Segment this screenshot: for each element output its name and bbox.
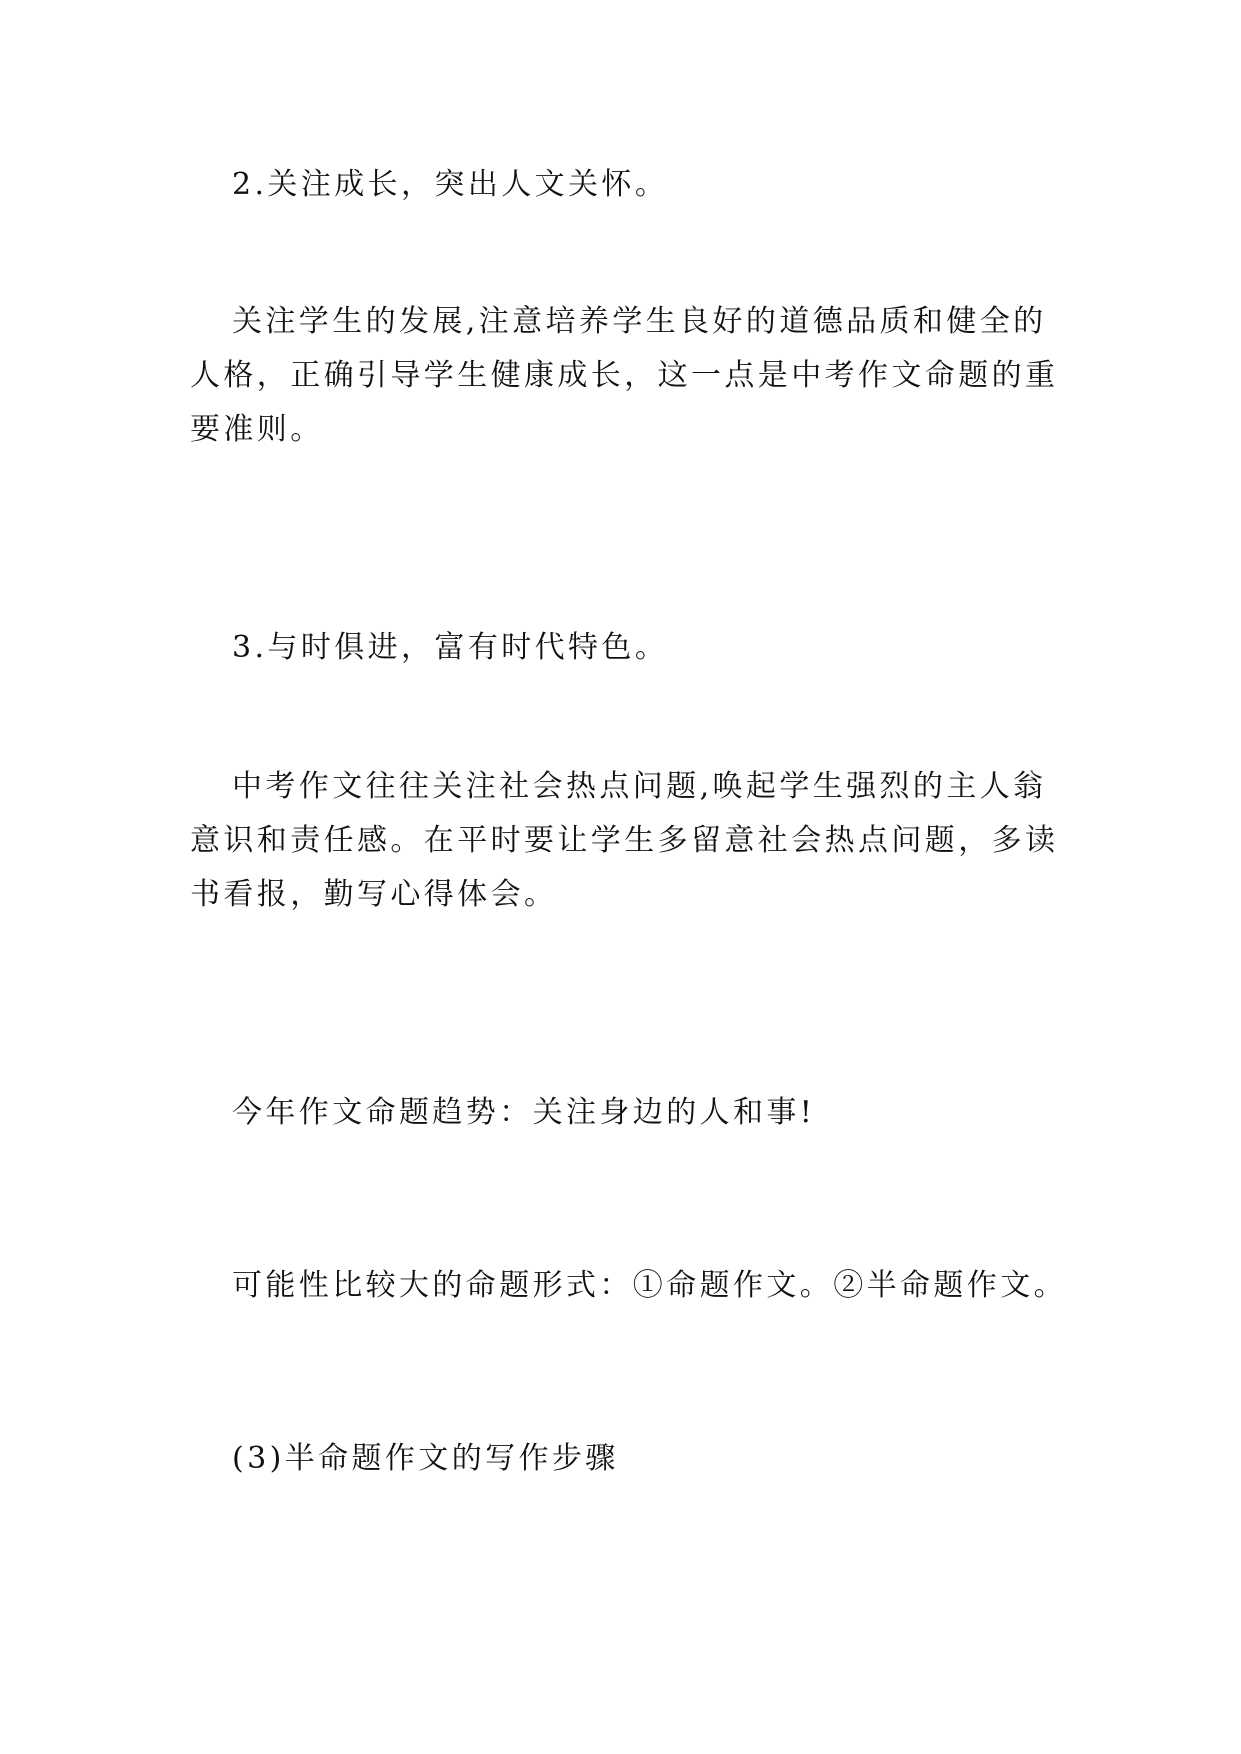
- paragraph-line: 中考作文往往关注社会热点问题,唤起学生强烈的主人翁: [232, 769, 1047, 804]
- paragraph-line: 关注学生的发展,注意培养学生良好的道德品质和健全的: [232, 304, 1047, 339]
- paragraph-line: 书看报，勤写心得体会。: [190, 877, 558, 912]
- trend-paragraph: 今年作文命题趋势：关注身边的人和事!: [232, 1095, 816, 1130]
- paragraph-line: 人格，正确引导学生健康成长，这一点是中考作文命题的重: [190, 358, 1059, 393]
- section-heading-3: 3.与时俱进，富有时代特色。: [232, 630, 669, 665]
- paragraph-line: 意识和责任感。在平时要让学生多留意社会热点问题，多读: [190, 823, 1059, 858]
- forms-paragraph: 可能性比较大的命题形式：①命题作文。②半命题作文。: [232, 1268, 1067, 1303]
- steps-heading: (3)半命题作文的写作步骤: [232, 1441, 619, 1476]
- section-heading-2: 2.关注成长，突出人文关怀。: [232, 167, 669, 202]
- paragraph-line: 要准则。: [190, 412, 324, 447]
